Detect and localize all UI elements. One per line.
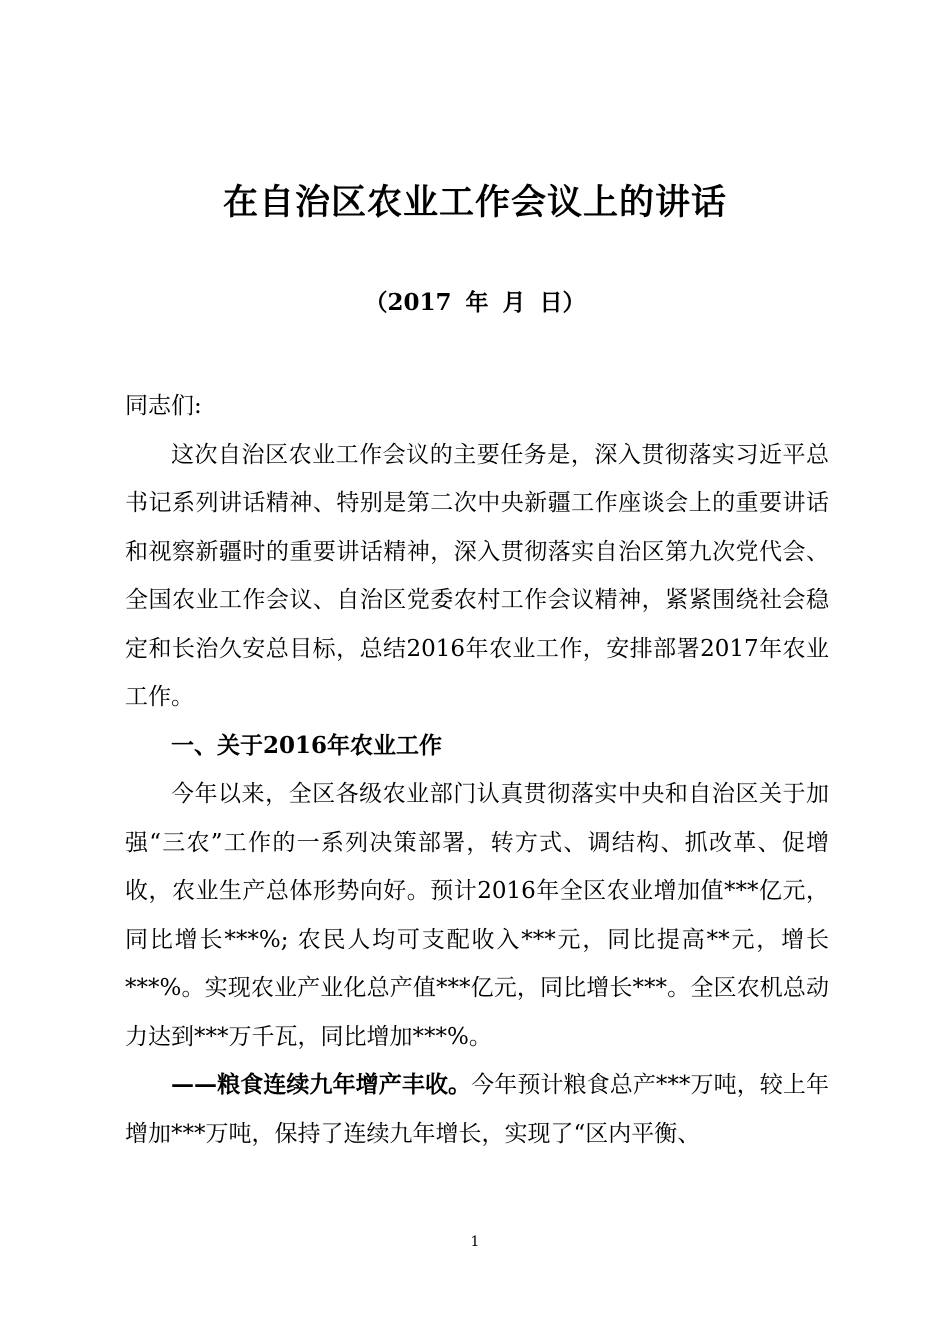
section-heading-text: 一、关于2016年农业工作	[171, 731, 443, 759]
paragraph-intro: 这次自治区农业工作会议的主要任务是，深入贯彻落实习近平总书记系列讲话精神、特别是第二次中央新疆工作座谈会上的重要讲话和视察新疆时的重要讲话精神，深入贯彻落实自治区第九次党代会、全国农业工作会议、自治区党委农村工作会议精神，紧紧围绕社会稳定和长治久安总目标，总结2016年农业工作，安排部署2017年农业工作。	[125, 441, 829, 710]
document-title: 在自治区农业工作会议上的讲话	[222, 182, 727, 223]
date-line: （2017 年 月 日）	[364, 289, 586, 316]
document-body	[125, 382, 829, 1158]
paragraph-grain-lead: ——粮食连续九年增产丰收。	[171, 1071, 472, 1098]
section-heading	[125, 722, 829, 771]
paragraph-grain	[125, 1061, 829, 1158]
salutation: 同志们:	[125, 393, 202, 419]
paragraph-summary: 今年以来，全区各级农业部门认真贯彻落实中央和自治区关于加强“三农”工作的一系列决策部署，转方式、调结构、抓改革、促增收，农业生产总体形势向好。预计2016年全区农业增加值***亿元，同比增长***%; 农民人均可支配收入***元，同比提高**元，增长***%。实现农业产业化总产值***亿元，同比增长***。全区农机总动力达到***万千瓦，同比增加***%。	[125, 781, 829, 1050]
page-number: 1	[470, 1234, 480, 1250]
paragraph-grain-text: 今年预计粮食总产***万吨，较上年增加***万吨，保持了连续九年增长，实现了“区内平衡、	[125, 1072, 830, 1147]
